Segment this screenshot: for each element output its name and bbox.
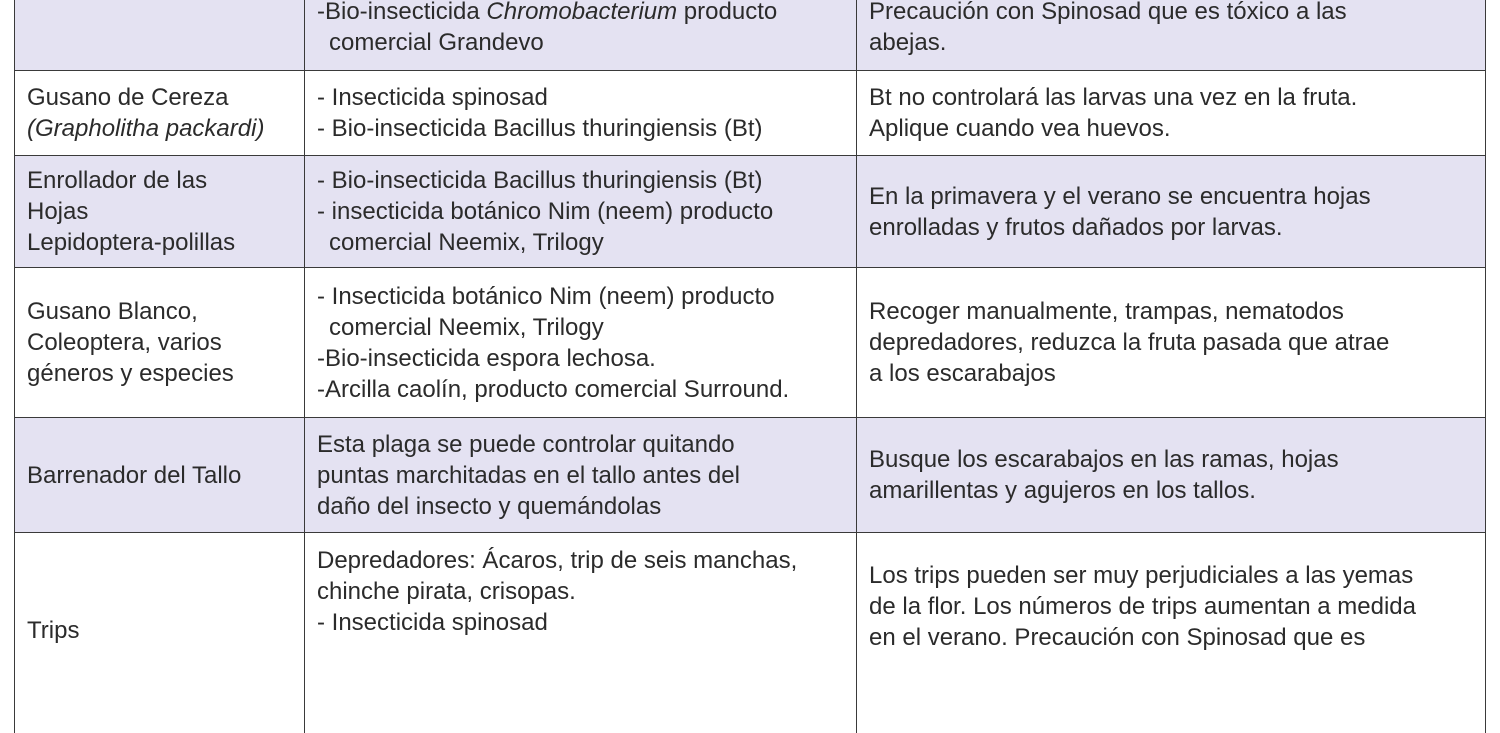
pest-cell — [14, 71, 304, 155]
control-cell — [304, 418, 856, 532]
control-line: - Bio-insecticida Bacillus thuringiensis (Bt) — [317, 115, 763, 142]
notes-line: Precaución con Spinosad que es tóxico a las — [869, 0, 1347, 25]
pest-cell — [14, 418, 304, 532]
control-line: comercial Neemix, Trilogy — [329, 313, 604, 341]
control-cell — [304, 71, 856, 155]
notes-line: de la flor. Los números de trips aumentan a medida — [869, 593, 1416, 620]
control-cell — [304, 156, 856, 267]
notes-line: Busque los escarabajos en las ramas, hojas — [869, 446, 1339, 473]
control-line: puntas marchitadas en el tallo antes del — [317, 461, 740, 489]
notes-line: abejas. — [869, 29, 947, 56]
pest-name: Hojas — [27, 198, 89, 225]
pest-name: Coleoptera, varios — [27, 329, 222, 356]
control-line: -Arcilla caolín, producto comercial Surround. — [317, 375, 790, 403]
control-cell — [304, 533, 856, 733]
pest-name: Enrollador de las — [27, 167, 208, 194]
notes-cell — [856, 156, 1486, 267]
control-line: -Bio-insecticida espora lechosa. — [317, 344, 656, 372]
notes-line: depredadores, reduzca la fruta pasada que atrae — [869, 329, 1390, 356]
control-line: daño del insecto y quemándolas — [317, 492, 662, 520]
pest-name: Trips — [27, 617, 80, 644]
notes-line: Bt no controlará las larvas una vez en la fruta. — [869, 84, 1358, 111]
notes-line: Recoger manualmente, trampas, nematodos — [869, 298, 1344, 325]
control-line: - Insecticida botánico Nim (neem) producto — [317, 282, 775, 310]
notes-line: en el verano. Precaución con Spinosad que es — [869, 624, 1366, 651]
pest-name: Barrenador del Tallo — [27, 461, 242, 489]
control-line: - Insecticida spinosad — [317, 84, 548, 111]
control-line: chinche pirata, crisopas. — [317, 578, 576, 605]
notes-cell — [856, 0, 1486, 70]
table-row — [14, 156, 1486, 268]
control-cell — [304, 0, 856, 70]
control-line: -Bio-insecticida Chromobacterium producto — [317, 0, 778, 25]
notes-line: enrolladas y frutos dañados por larvas. — [869, 213, 1283, 241]
notes-line: amarillentas y agujeros en los tallos. — [869, 477, 1256, 504]
pest-name: Gusano de Cereza — [27, 84, 229, 111]
control-line: - insecticida botánico Nim (neem) producto — [317, 198, 774, 225]
notes-line: a los escarabajos — [869, 360, 1056, 387]
pest-scientific-name: (Grapholitha packardi) — [27, 115, 265, 142]
table-row — [14, 0, 1486, 71]
pest-cell — [14, 533, 304, 733]
pest-name: Gusano Blanco, — [27, 298, 198, 325]
control-line: - Insecticida spinosad — [317, 609, 548, 636]
table-row — [14, 268, 1486, 418]
pest-control-table — [14, 0, 1486, 733]
notes-cell — [856, 533, 1486, 733]
notes-line: En la primavera y el verano se encuentra hojas — [869, 182, 1371, 210]
control-cell — [304, 268, 856, 417]
notes-line: Aplique cuando vea huevos. — [869, 115, 1171, 142]
control-line: Esta plaga se puede controlar quitando — [317, 430, 735, 458]
table-row — [14, 71, 1486, 156]
pest-name: Lepidoptera-polillas — [27, 229, 236, 256]
pest-cell — [14, 268, 304, 417]
notes-cell — [856, 71, 1486, 155]
control-line: comercial Grandevo — [329, 29, 544, 56]
pest-cell — [14, 0, 304, 70]
notes-cell — [856, 418, 1486, 532]
control-line: comercial Neemix, Trilogy — [329, 229, 604, 256]
table-row — [14, 418, 1486, 533]
table-row — [14, 533, 1486, 733]
notes-cell — [856, 268, 1486, 417]
pest-cell — [14, 156, 304, 267]
control-line: - Bio-insecticida Bacillus thuringiensis (Bt) — [317, 167, 763, 194]
pest-name: géneros y especies — [27, 360, 234, 387]
control-line: Depredadores: Ácaros, trip de seis manchas, — [317, 547, 798, 574]
notes-line: Los trips pueden ser muy perjudiciales a las yemas — [869, 562, 1414, 589]
